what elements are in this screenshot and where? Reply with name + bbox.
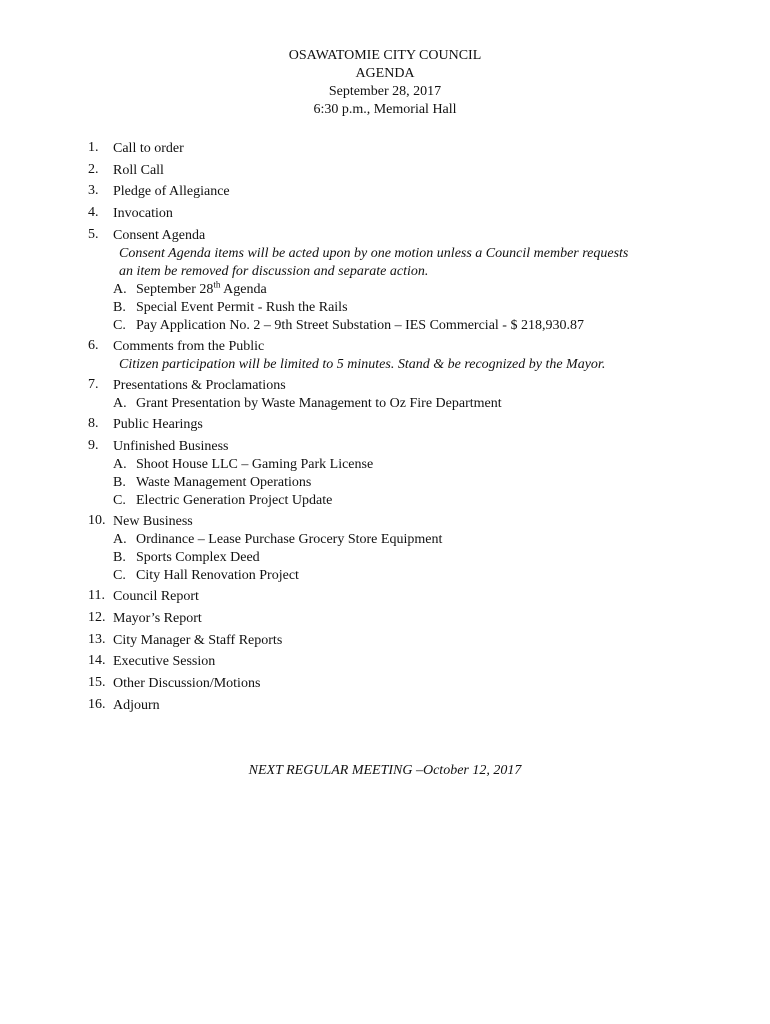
sub-text: City Hall Renovation Project bbox=[136, 568, 299, 583]
council-name: OSAWATOMIE CITY COUNCIL bbox=[288, 48, 482, 63]
sub-letter: B. bbox=[113, 550, 126, 565]
sub-text: September 28 bbox=[136, 282, 214, 297]
item-number: 10. bbox=[88, 513, 106, 528]
item-number: 5. bbox=[88, 227, 99, 242]
item-title: Roll Call bbox=[113, 163, 164, 178]
item-title: New Business bbox=[113, 514, 193, 529]
sub-text: Agenda bbox=[220, 282, 267, 297]
agenda-item bbox=[88, 697, 728, 719]
sub-item bbox=[113, 299, 728, 317]
item-number: 9. bbox=[88, 438, 99, 453]
sub-letter: C. bbox=[113, 318, 126, 333]
meeting-date: September 28, 2017 bbox=[328, 84, 442, 99]
sub-item bbox=[113, 474, 728, 492]
sub-item bbox=[113, 395, 728, 413]
agenda-item bbox=[88, 162, 728, 183]
item-title: Executive Session bbox=[113, 654, 216, 669]
agenda-item bbox=[88, 675, 728, 697]
sub-letter: B. bbox=[113, 475, 126, 490]
item-number: 1. bbox=[88, 140, 99, 155]
agenda-item bbox=[88, 588, 728, 610]
agenda-item bbox=[88, 377, 728, 416]
item-number: 4. bbox=[88, 205, 99, 220]
note-line: an item be removed for discussion and separate action. bbox=[119, 264, 429, 279]
sub-text: Sports Complex Deed bbox=[136, 550, 260, 565]
agenda-item bbox=[88, 227, 728, 338]
note-line: Consent Agenda items will be acted upon by one motion unless a Council member requests bbox=[119, 246, 629, 261]
item-title: Adjourn bbox=[113, 698, 160, 713]
item-number: 15. bbox=[88, 675, 106, 690]
agenda-item bbox=[88, 205, 728, 227]
item-number: 3. bbox=[88, 183, 99, 198]
meeting-time-place: 6:30 p.m., Memorial Hall bbox=[313, 102, 457, 117]
item-title: Call to order bbox=[113, 141, 184, 156]
sub-letter: B. bbox=[113, 300, 126, 315]
agenda-item bbox=[88, 438, 728, 513]
item-title: Council Report bbox=[113, 589, 199, 604]
sub-items bbox=[113, 456, 728, 510]
note-line: Citizen participation will be limited to 5 minutes. Stand & be recognized by the Mayor. bbox=[119, 357, 606, 372]
item-number: 11. bbox=[88, 588, 105, 603]
sub-text: Shoot House LLC – Gaming Park License bbox=[136, 457, 374, 472]
item-title: Presentations & Proclamations bbox=[113, 378, 286, 393]
sub-letter: C. bbox=[113, 493, 126, 508]
item-title: City Manager & Staff Reports bbox=[113, 633, 283, 648]
sub-letter: A. bbox=[113, 396, 127, 411]
agenda-item bbox=[88, 610, 728, 632]
sub-letter: A. bbox=[113, 532, 127, 547]
sub-items bbox=[113, 281, 728, 335]
item-note bbox=[119, 245, 728, 281]
agenda-item bbox=[88, 183, 728, 205]
sub-letter: A. bbox=[113, 457, 127, 472]
sub-item bbox=[113, 549, 728, 567]
item-title: Invocation bbox=[113, 206, 173, 221]
sub-items bbox=[113, 531, 728, 585]
sub-letter: C. bbox=[113, 568, 126, 583]
agenda-header bbox=[0, 47, 770, 119]
sub-text: Special Event Permit - Rush the Rails bbox=[136, 300, 348, 315]
item-title: Other Discussion/Motions bbox=[113, 676, 261, 691]
agenda-item bbox=[88, 416, 728, 438]
sub-item bbox=[113, 567, 728, 585]
agenda-list bbox=[88, 140, 728, 719]
sub-item bbox=[113, 281, 728, 299]
sub-text: Waste Management Operations bbox=[136, 475, 312, 490]
next-meeting-note: NEXT REGULAR MEETING –October 12, 2017 bbox=[248, 763, 522, 778]
item-number: 16. bbox=[88, 697, 106, 712]
item-title: Unfinished Business bbox=[113, 439, 229, 454]
item-title: Consent Agenda bbox=[113, 228, 206, 243]
item-number: 8. bbox=[88, 416, 99, 431]
sub-text: Grant Presentation by Waste Management to Oz Fire Department bbox=[136, 396, 502, 411]
item-title: Public Hearings bbox=[113, 417, 203, 432]
document-title: AGENDA bbox=[355, 66, 415, 81]
agenda-item bbox=[88, 513, 728, 588]
item-number: 2. bbox=[88, 162, 99, 177]
item-number: 13. bbox=[88, 632, 106, 647]
sub-item bbox=[113, 456, 728, 474]
sub-text: Electric Generation Project Update bbox=[136, 493, 333, 508]
sub-text: Pay Application No. 2 – 9th Street Substation – IES Commercial - $ 218,930.87 bbox=[136, 318, 584, 333]
agenda-item bbox=[88, 140, 728, 162]
sub-superscript: th bbox=[213, 279, 221, 290]
item-note bbox=[119, 356, 728, 374]
sub-text: Ordinance – Lease Purchase Grocery Store Equipment bbox=[136, 532, 443, 547]
sub-items bbox=[113, 395, 728, 413]
agenda-item bbox=[88, 338, 728, 377]
sub-item bbox=[113, 531, 728, 549]
sub-item bbox=[113, 317, 728, 335]
item-number: 12. bbox=[88, 610, 106, 625]
agenda-item bbox=[88, 653, 728, 675]
sub-item bbox=[113, 492, 728, 510]
item-number: 14. bbox=[88, 653, 106, 668]
agenda-item bbox=[88, 632, 728, 653]
sub-letter: A. bbox=[113, 282, 127, 297]
item-title: Pledge of Allegiance bbox=[113, 184, 230, 199]
item-number: 7. bbox=[88, 377, 99, 392]
item-number: 6. bbox=[88, 338, 99, 353]
item-title: Comments from the Public bbox=[113, 339, 265, 354]
item-title: Mayor’s Report bbox=[113, 611, 202, 626]
